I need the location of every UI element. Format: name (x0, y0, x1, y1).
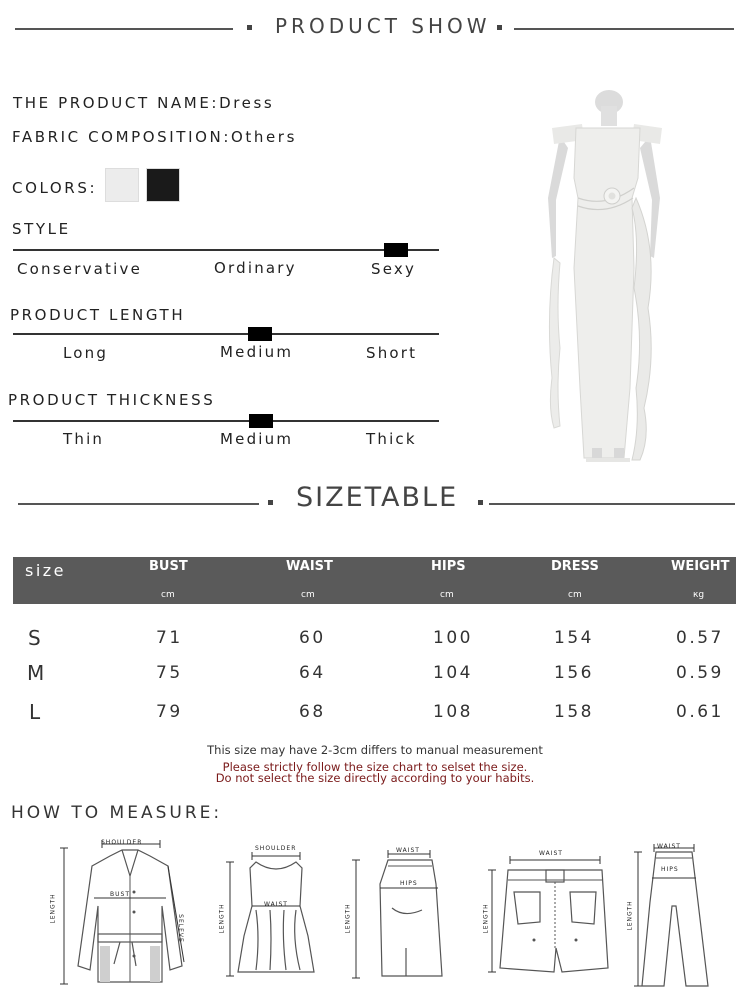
dress-length-label: LENGTH (218, 903, 226, 934)
row-size-m: M (27, 661, 45, 685)
size-note-follow-chart: Please strictly follow the size chart to selset the size. (222, 760, 528, 774)
cell-hips-l: 108 (433, 702, 473, 722)
section-title-product-show: PRODUCT SHOW (275, 14, 491, 38)
row-size-l: L (29, 700, 41, 724)
cell-dress-m: 156 (554, 663, 594, 683)
jacket-sleeve-label: SELEVE (176, 914, 184, 943)
unit-weight: кg (693, 590, 705, 600)
fabric-value: Others (230, 128, 297, 146)
divider-dot (478, 500, 483, 505)
cell-weight-m: 0.59 (676, 663, 724, 683)
header-weight: WEIGHT (671, 559, 730, 574)
unit-dress: cm (568, 590, 582, 600)
thickness-level-marker (249, 414, 273, 428)
thickness-label-thin: Thin (63, 430, 105, 448)
thickness-label-medium: Medium (220, 430, 294, 448)
size-table-header (13, 557, 736, 604)
size-note-habits: Do not select the size directly according to your habits. (215, 771, 535, 785)
dress-diagram (216, 848, 316, 988)
cell-hips-s: 100 (433, 628, 473, 648)
row-size-s: S (28, 626, 41, 650)
jacket-shoulder-label: SHOULDER (101, 839, 143, 846)
style-level-marker (384, 243, 408, 257)
header-dress: DRESS (551, 559, 599, 574)
dress-waist-label: WAIST (264, 901, 288, 908)
length-label-long: Long (63, 344, 109, 362)
divider-right (514, 28, 734, 30)
skirt-length-label: LENGTH (344, 903, 352, 934)
skirt-diagram (342, 848, 452, 988)
cell-bust-m: 75 (156, 663, 183, 683)
shorts-waist-label: WAIST (539, 850, 563, 857)
pants-hips-label: HIPS (661, 866, 679, 873)
how-to-measure-title: HOW TO MEASURE: (11, 803, 223, 823)
cell-bust-s: 71 (156, 628, 183, 648)
length-scale-line (13, 333, 439, 335)
product-name-label: THE PRODUCT NAME: (13, 94, 220, 112)
pants-diagram (624, 842, 724, 994)
divider-dot (268, 500, 273, 505)
cell-dress-l: 158 (554, 702, 594, 722)
pants-waist-label: WAIST (657, 843, 681, 850)
cell-hips-m: 104 (433, 663, 473, 683)
size-note-measurement: This size may have 2-3cm differs to manual measurement (207, 743, 543, 757)
divider-right (489, 503, 735, 505)
header-waist: WAIST (286, 559, 333, 574)
shorts-diagram (478, 852, 618, 982)
header-bust: BUST (149, 559, 188, 574)
style-scale-line (13, 249, 439, 251)
length-level-marker (248, 327, 272, 341)
style-label-ordinary: Ordinary (214, 259, 297, 277)
pants-length-label: LENGTH (626, 900, 634, 931)
shorts-length-label: LENGTH (482, 903, 490, 934)
thickness-title: PRODUCT THICKNESS (8, 391, 216, 409)
length-label-short: Short (366, 344, 418, 362)
style-label-conservative: Conservative (17, 260, 142, 278)
product-photo (540, 88, 670, 466)
product-name (13, 94, 274, 112)
cell-waist-l: 68 (299, 702, 326, 722)
header-hips: HIPS (431, 559, 466, 574)
unit-waist: cm (301, 590, 315, 600)
unit-hips: cm (440, 590, 454, 600)
header-size: size (25, 561, 67, 580)
length-label-medium: Medium (220, 343, 294, 361)
divider-left (18, 503, 259, 505)
cell-waist-m: 64 (299, 663, 326, 683)
cell-bust-l: 79 (156, 702, 183, 722)
color-swatch-black[interactable] (146, 168, 180, 202)
skirt-hips-label: HIPS (400, 880, 418, 887)
thickness-scale-line (13, 420, 439, 422)
cell-dress-s: 154 (554, 628, 594, 648)
fabric-label: FABRIC COMPOSITION: (12, 128, 231, 146)
dress-shoulder-label: SHOULDER (255, 845, 297, 852)
colors-label: COLORS: (12, 179, 98, 197)
style-title: STYLE (12, 220, 71, 238)
cell-weight-l: 0.61 (676, 702, 724, 722)
fabric-composition (12, 128, 297, 146)
skirt-waist-label: WAIST (396, 847, 420, 854)
section-title-sizetable: SIZETABLE (296, 482, 459, 513)
color-swatch-white[interactable] (105, 168, 139, 202)
unit-bust: cm (161, 590, 175, 600)
jacket-length-label: LENGTH (49, 893, 57, 924)
product-name-value: Dress (219, 94, 275, 112)
jacket-bust-label: BUST (110, 891, 130, 898)
divider-dot (247, 25, 252, 30)
thickness-label-thick: Thick (366, 430, 417, 448)
length-title: PRODUCT LENGTH (10, 306, 186, 324)
style-label-sexy: Sexy (371, 260, 417, 278)
divider-left (15, 28, 233, 30)
divider-dot (497, 25, 502, 30)
cell-waist-s: 60 (299, 628, 326, 648)
cell-weight-s: 0.57 (676, 628, 724, 648)
